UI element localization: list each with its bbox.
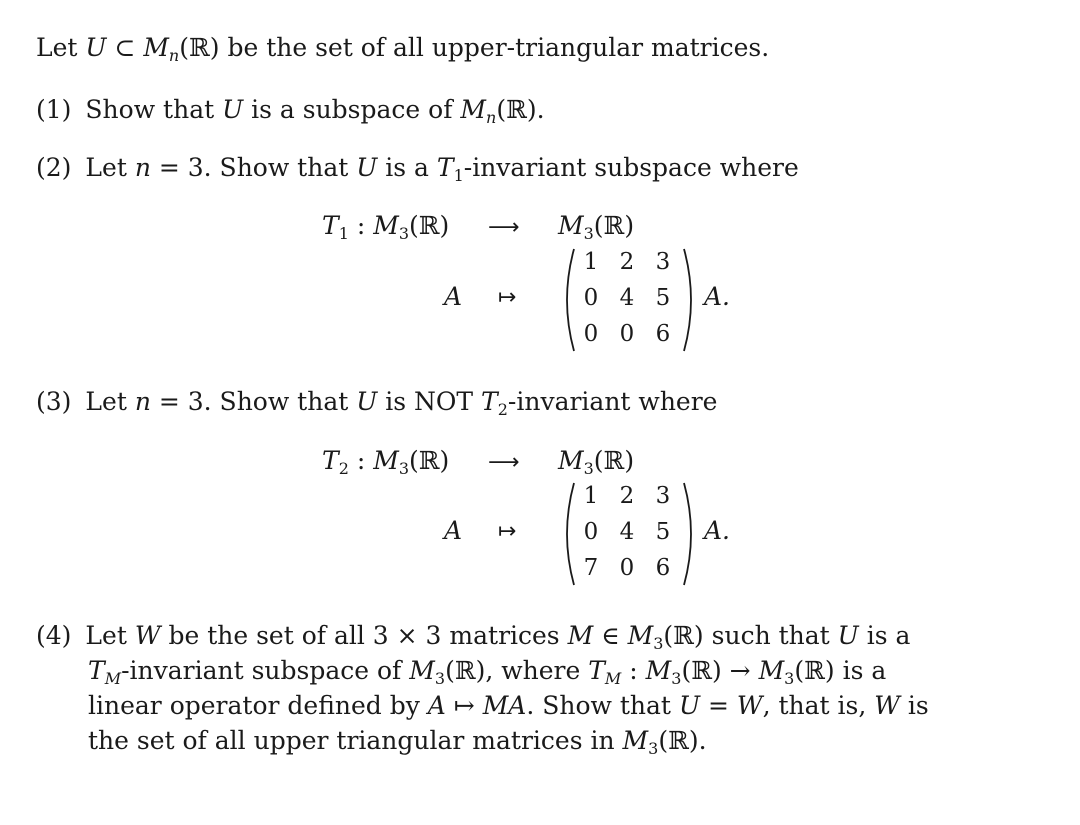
part2-matrix bbox=[558, 245, 708, 375]
subscript-3: 3 bbox=[434, 669, 446, 688]
matrix-cell: 6 bbox=[655, 555, 671, 581]
part1-text-end: (ℝ). bbox=[496, 95, 545, 124]
part2-line bbox=[36, 153, 799, 191]
subscript-n: n bbox=[168, 46, 180, 65]
long-arrow-icon: ⟶ bbox=[488, 450, 520, 475]
subscript-3: 3 bbox=[398, 459, 409, 478]
mapsto-icon: ↦ bbox=[498, 519, 517, 544]
intro-text-rest: be the set of all upper-triangular matrices. bbox=[219, 33, 770, 62]
part1-text-pre: Show that bbox=[85, 95, 223, 124]
long-arrow-icon: ⟶ bbox=[488, 215, 520, 240]
var-ma: MA bbox=[482, 691, 527, 720]
part4-text: is bbox=[899, 691, 929, 720]
mapsto-icon: ↦ bbox=[498, 285, 517, 310]
matrix-cell: 2 bbox=[619, 249, 635, 275]
part1-line bbox=[36, 95, 545, 133]
matrix-cell: 5 bbox=[655, 519, 671, 545]
colon: : bbox=[348, 446, 374, 475]
var-a-dot: A. bbox=[704, 282, 731, 311]
subscript-t: 2 bbox=[497, 400, 508, 419]
matrix-cell: 4 bbox=[619, 285, 635, 311]
reals-paren: (ℝ) bbox=[593, 211, 635, 240]
part1-number: (1) bbox=[36, 95, 72, 124]
var-t: T bbox=[88, 656, 105, 685]
matrix-space-symbol: M bbox=[558, 211, 584, 240]
part2-map-rhs bbox=[558, 211, 634, 249]
matrix-space-symbol: M bbox=[143, 33, 169, 62]
var-u: U bbox=[678, 691, 701, 720]
part2-var-a bbox=[444, 282, 462, 312]
part3-line bbox=[36, 387, 717, 425]
matrix-cell: 1 bbox=[583, 249, 599, 275]
matrix-cell: 1 bbox=[583, 483, 599, 509]
part4-text: be the set of all 3 × 3 matrices bbox=[160, 621, 568, 650]
matrix-cell: 4 bbox=[619, 519, 635, 545]
var-a: A bbox=[444, 282, 463, 311]
subscript-3: 3 bbox=[583, 224, 594, 243]
matrix-space-symbol: M bbox=[373, 446, 399, 475]
subset-symbol: ⊂ bbox=[106, 33, 144, 62]
var-u: U bbox=[837, 621, 859, 650]
matrix-cell: 3 bbox=[655, 249, 671, 275]
var-u: U bbox=[356, 153, 378, 182]
subscript-3: 3 bbox=[583, 459, 594, 478]
part3-text-mid: = 3. Show that bbox=[150, 387, 357, 416]
matrix-space-symbol: M bbox=[409, 656, 435, 685]
matrix-space-symbol: M bbox=[558, 446, 584, 475]
part4-text: the set of all upper triangular matrices in bbox=[88, 726, 623, 755]
matrix-cell: 5 bbox=[655, 285, 671, 311]
var-t: T bbox=[481, 387, 498, 416]
subscript-t: 1 bbox=[338, 224, 349, 243]
part2-text-pre: Let bbox=[85, 153, 135, 182]
part1-text-mid: is a subspace of bbox=[243, 95, 461, 124]
part3-number: (3) bbox=[36, 387, 72, 416]
var-m: M bbox=[567, 621, 594, 650]
subscript-3: 3 bbox=[648, 739, 659, 758]
colon: : bbox=[348, 211, 374, 240]
part4-line-3 bbox=[88, 691, 929, 721]
subscript-3: 3 bbox=[671, 669, 682, 688]
part4-text: (ℝ) is a bbox=[794, 656, 887, 685]
part2-text-mid: = 3. Show that bbox=[150, 153, 357, 182]
part4-text: , that is, bbox=[762, 691, 875, 720]
var-n: n bbox=[134, 387, 151, 416]
var-t: T bbox=[322, 446, 339, 475]
part4-text: (ℝ) → bbox=[681, 656, 759, 685]
reals-paren: (ℝ) bbox=[409, 446, 450, 475]
var-t: T bbox=[322, 211, 339, 240]
matrix-space-symbol: M bbox=[627, 621, 654, 650]
matrix-space-symbol: M bbox=[460, 95, 487, 124]
var-w: W bbox=[134, 621, 161, 650]
matrix-space-symbol: M bbox=[645, 656, 672, 685]
part4-text: . Show that bbox=[526, 691, 679, 720]
subscript-m: M bbox=[104, 669, 122, 688]
part2-text-mid2: is a bbox=[377, 153, 437, 182]
element-of-symbol: ∈ bbox=[593, 621, 628, 650]
subscript-n: n bbox=[486, 108, 497, 127]
matrix-cell: 6 bbox=[655, 321, 671, 347]
matrix-cell: 0 bbox=[619, 555, 635, 581]
var-u: U bbox=[85, 33, 107, 62]
var-t: T bbox=[588, 656, 605, 685]
reals-paren: (ℝ) bbox=[593, 446, 635, 475]
mapsto-symbol: ↦ bbox=[445, 691, 483, 720]
var-a: A bbox=[444, 516, 463, 545]
matrix-cell: 7 bbox=[583, 555, 599, 581]
part2-number: (2) bbox=[36, 153, 72, 182]
subscript-t: 1 bbox=[453, 166, 464, 185]
matrix-cell: 0 bbox=[583, 285, 599, 311]
part4-text: (ℝ), where bbox=[445, 656, 589, 685]
var-n: n bbox=[134, 153, 151, 182]
part2-map-lhs bbox=[322, 211, 449, 249]
subscript-3: 3 bbox=[653, 634, 664, 653]
part3-after-matrix bbox=[704, 516, 730, 546]
matrix-space-symbol: M bbox=[622, 726, 649, 755]
part4-line-1 bbox=[36, 621, 910, 659]
part3-matrix bbox=[558, 479, 708, 609]
var-u: U bbox=[356, 387, 378, 416]
var-u: U bbox=[222, 95, 244, 124]
part4-text: (ℝ) such that bbox=[663, 621, 838, 650]
part3-text-end: -invariant where bbox=[507, 387, 718, 416]
var-t: T bbox=[436, 153, 454, 182]
subscript-m: M bbox=[604, 669, 622, 688]
matrix-cell: 0 bbox=[583, 321, 599, 347]
subscript-t: 2 bbox=[338, 459, 349, 478]
part4-text: -invariant subspace of bbox=[121, 656, 410, 685]
part4-line-2 bbox=[88, 656, 886, 694]
part4-text: is a bbox=[858, 621, 911, 650]
matrix-cell: 2 bbox=[619, 483, 635, 509]
part4-number: (4) bbox=[36, 621, 72, 650]
var-a-dot: A. bbox=[704, 516, 731, 545]
matrix-space-symbol: M bbox=[758, 656, 785, 685]
reals-paren: (ℝ) bbox=[409, 211, 450, 240]
part3-text-pre: Let bbox=[85, 387, 135, 416]
intro-line bbox=[36, 33, 769, 71]
part3-text-mid2: is NOT bbox=[377, 387, 482, 416]
intro-text-pre: Let bbox=[36, 33, 86, 62]
part3-var-a bbox=[444, 516, 462, 546]
part4-line-4 bbox=[88, 726, 707, 764]
colon: : bbox=[621, 656, 646, 685]
var-w: W bbox=[736, 691, 763, 720]
part2-text-end: -invariant subspace where bbox=[463, 153, 799, 182]
matrix-space-symbol: M bbox=[373, 211, 399, 240]
reals-paren: (ℝ) bbox=[179, 33, 220, 62]
subscript-3: 3 bbox=[398, 224, 409, 243]
part4-text: (ℝ). bbox=[658, 726, 707, 755]
part3-map-lhs bbox=[322, 446, 449, 484]
part4-text: linear operator defined by bbox=[88, 691, 428, 720]
part2-after-matrix bbox=[704, 282, 730, 312]
equals-symbol: = bbox=[700, 691, 737, 720]
var-w: W bbox=[874, 691, 900, 720]
matrix-cell: 3 bbox=[655, 483, 671, 509]
matrix-cell: 0 bbox=[583, 519, 599, 545]
var-a: A bbox=[427, 691, 446, 720]
part4-text: Let bbox=[85, 621, 135, 650]
matrix-cell: 0 bbox=[619, 321, 635, 347]
subscript-3: 3 bbox=[784, 669, 795, 688]
